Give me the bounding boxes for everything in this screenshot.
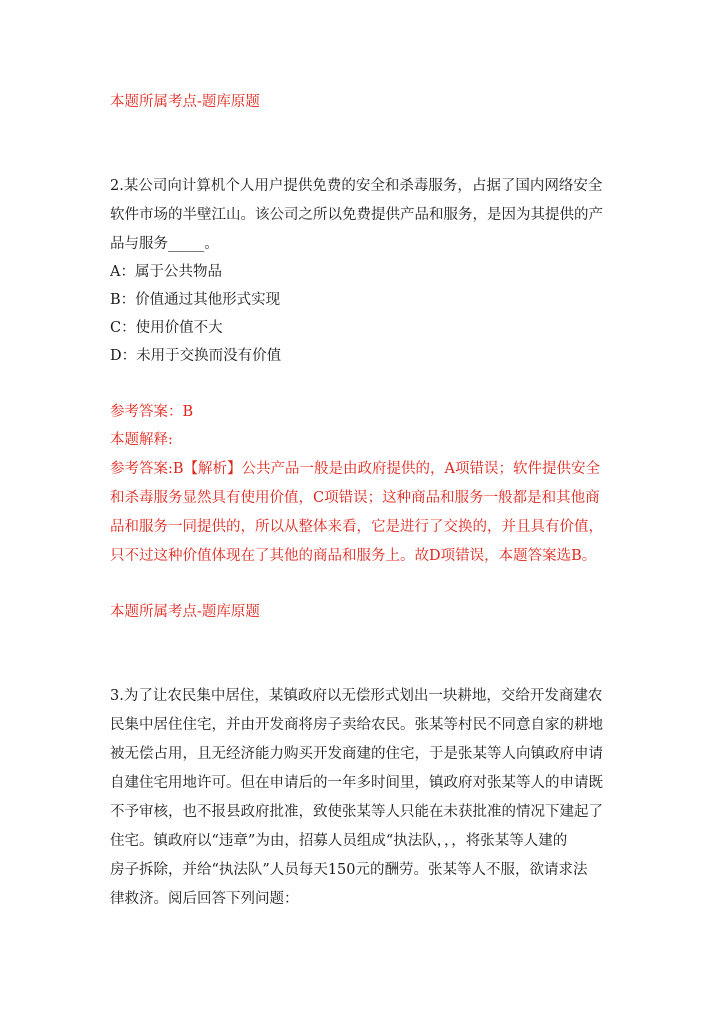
question-3-line-3: 被无偿占用，且无经济能力购买开发商建的住宅，于是张某等人向镇政府申请 [110, 746, 603, 762]
header-topic-tag: 本题所属考点-题库原题 [110, 94, 260, 110]
explanation-line-1: 参考答案:B【解析】公共产品一般是由政府提供的，A项错误；软件提供安全 [110, 461, 601, 477]
option-d: D：未用于交换而没有价值 [110, 348, 282, 364]
reference-answer: 参考答案：B [110, 404, 194, 420]
question-3-line-7: 房子拆除，并给“执法队”人员每天150元的酬劳。张某等人不服，欲请求法 [110, 862, 588, 878]
option-c: C：使用价值不大 [110, 320, 223, 336]
question-2-stem-line-1: 2.某公司向计算机个人用户提供免费的安全和杀毒服务，占据了国内网络安全 [110, 178, 603, 194]
explanation-line-4: 只不过这种价值体现在了其他的商品和服务上。故D项错误，本题答案选B。 [110, 548, 597, 564]
option-a: A：属于公共物品 [110, 264, 222, 280]
question-3-line-6: 住宅。镇政府以“违章”为由，招募人员组成“执法队，，，将张某等人建的 [110, 833, 568, 849]
question-3-line-1: 3.为了让农民集中居住，某镇政府以无偿形式划出一块耕地，交给开发商建农 [110, 688, 603, 704]
question-2-stem-line-3: 品与服务_____。 [110, 236, 219, 252]
explanation-line-2: 和杀毒服务显然具有使用价值，C项错误；这种商品和服务一般都是和其他商 [110, 490, 600, 506]
question-2-stem-line-2: 软件市场的半壁江山。该公司之所以免费提供产品和服务，是因为其提供的产 [110, 207, 603, 223]
question-3-line-5: 不予审核，也不报县政府批准，致使张某等人只能在未获批准的情况下建起了 [110, 804, 603, 820]
explanation-line-3: 品和服务一同提供的，所以从整体来看，它是进行了交换的，并且具有价值， [110, 519, 603, 535]
question-3-line-8: 律救济。阅后回答下列问题： [110, 891, 299, 907]
explanation-title: 本题解释: [110, 432, 173, 448]
topic-tag: 本题所属考点-题库原题 [110, 604, 260, 620]
option-b: B：价值通过其他形式实现 [110, 292, 281, 308]
question-3-line-2: 民集中居住住宅，并由开发商将房子卖给农民。张某等村民不同意自家的耕地 [110, 717, 603, 733]
question-3-line-4: 自建住宅用地许可。但在申请后的一年多时间里，镇政府对张某等人的申请既 [110, 775, 603, 791]
